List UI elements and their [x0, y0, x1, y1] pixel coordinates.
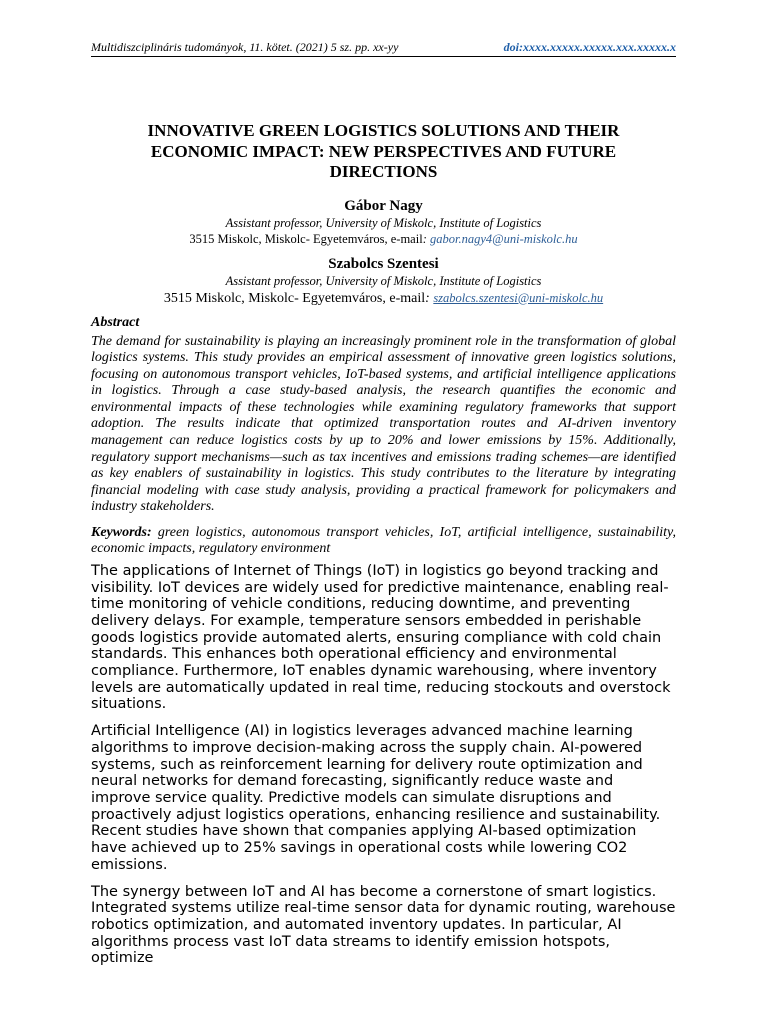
author-name: Gábor Nagy [344, 197, 423, 214]
author-affiliation: Assistant professor, University of Miskolc, Institute of Logistics [225, 215, 542, 230]
keywords-label: Keywords: [91, 525, 152, 541]
keywords-text: green logistics, autonomous transport vehicles, IoT, artificial intelligence, sustainability, economic impacts, regulatory environment [91, 525, 676, 557]
paper-title: INNOVATIVE GREEN LOGISTICS SOLUTIONS AND THEIR ECONOMIC IMPACT: NEW PERSPECTIVES AND FUTURE DIRECTIONS [147, 121, 620, 181]
keywords [91, 525, 676, 558]
journal-citation: Multidiszciplináris tudományok, 11. kötet. (2021) 5 sz. pp. xx-yy [91, 40, 399, 54]
body-paragraph: Artificial Intelligence (AI) in logistics leverages advanced machine learning algorithms to improve decision-making across the supply chain. AI-powered systems, such as reinforcement learning for delivery route optimization and neural networks for demand forecasting, significantly reduce waste and improve service quality. Predictive models can simulate disruptions and proactively adjust logistics operations, enhancing resilience and sustainability. Recent studies have shown that companies applying AI-based optimization have achieved up to 25% savings in operational costs while lowering CO2 emissions. [91, 723, 661, 873]
running-header [91, 40, 676, 57]
body-paragraph: The applications of Internet of Things (IoT) in logistics go beyond tracking and visibility. IoT devices are widely used for predictive maintenance, enabling real-time monitoring of vehicle conditions, reducing downtime, and preventing delivery delays. For example, temperature sensors embedded in perishable goods logistics provide automated alerts, ensuring compliance with cold chain standards. This enhances both operational efficiency and environmental compliance. Furthermore, IoT enables dynamic warehousing, where inventory levels are automatically updated in real time, reducing stockouts and overstock situations. [91, 562, 671, 713]
author-address: 3515 Miskolc, Miskolc- Egyetemváros, e-mail: gabor.nagy4@uni-miskolc.hu [189, 231, 578, 246]
address-text: 3515 Miskolc, Miskolc- Egyetemváros, e-mail [189, 231, 423, 246]
abstract-text: The demand for sustainability is playing an increasingly prominent role in the transformation of global logistics systems. This study provides an empirical assessment of innovative green logistics solutions, focusing on autonomous transport vehicles, IoT-based systems, and artificial intelligence applications in logistics. Through a case study-based analysis, the research quantifies the economic and environmental impacts of these technologies while examining regulatory frameworks that support adoption. The results indicate that optimized transportation routes and AI-driven inventory management can reduce logistics costs by up to 20% and lower emissions by 15%. Additionally, regulatory support mechanisms—such as tax incentives and emissions trading schemes—are identified as key enablers of sustainability in logistics. This study contributes to the literature by integrating financial modeling with case study analysis, providing a practical framework for policymakers and industry stakeholders. [91, 333, 676, 515]
body-paragraph: The synergy between IoT and AI has become a cornerstone of smart logistics. Integrated systems utilize real-time sensor data for dynamic routing, warehouse robotics optimization, and automated inventory updates. In particular, AI algorithms process vast IoT data streams to identify emission hotspots, optimize [91, 883, 676, 967]
doi-link[interactable]: doi:xxxx.xxxxx.xxxxx.xxx.xxxxx.x [503, 40, 676, 54]
author-affiliation: Assistant professor, University of Miskolc, Institute of Logistics [225, 273, 542, 288]
paper-page [91, 40, 676, 967]
author-name: Szabolcs Szentesi [328, 255, 439, 272]
address-text: 3515 Miskolc, Miskolc- Egyetemváros, e-mail [163, 290, 426, 306]
author-address: 3515 Miskolc, Miskolc- Egyetemváros, e-mail: szabolcs.szentesi@uni-miskolc.hu [163, 290, 604, 306]
abstract-heading: Abstract [91, 314, 140, 330]
author-email-link[interactable]: gabor.nagy4@uni-miskolc.hu [429, 231, 578, 246]
author-email-link[interactable]: szabolcs.szentesi@uni-miskolc.hu [433, 290, 604, 305]
